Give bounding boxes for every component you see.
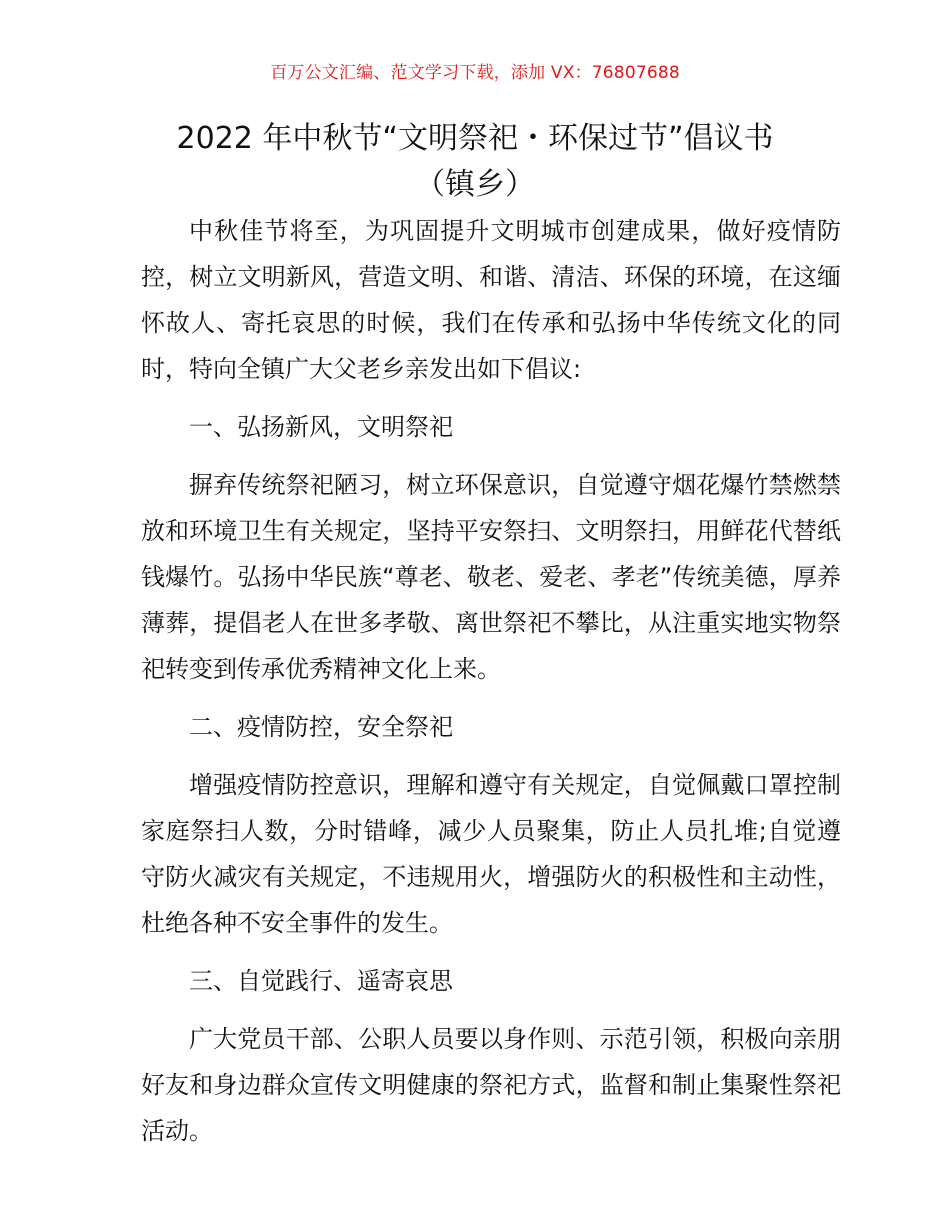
header-banner: 百万公文汇编、范文学习下载，添加 VX：76807688 [270,63,680,83]
section-heading-3: 三、自觉践行、遥寄哀思 [189,967,453,995]
intro-paragraph: 中秋佳节将至，为巩固提升文明城市创建成果，做好疫情防控，树立文明新风，营造文明、和谐、清洁、环保的环境，在这缅怀故人、寄托哀思的时候，我们在传承和弘扬中华传统文化的同时，特向全镇广大父老乡亲发出如下倡议: [141,217,841,383]
document-title [100,116,850,208]
section-body-1: 摒弃传统祭祀陋习，树立环保意识，自觉遵守烟花爆竹禁燃禁放和环境卫生有关规定，坚持平安祭扫、文明祭扫，用鲜花代替纸钱爆竹。弘扬中华民族“尊老、敬老、爱老、孝老”传统美德，厚养薄葬，提倡老人在世多孝敬、离世祭祀不攀比，从注重实地实物祭祀转变到传承优秀精神文化上来。 [141,471,841,683]
document-body [141,208,841,1166]
section-heading-2: 二、疫情防控，安全祭祀 [189,713,453,741]
section-heading-1: 一、弘扬新风，文明祭祀 [189,413,453,441]
section-body-2: 增强疫情防控意识，理解和遵守有关规定，自觉佩戴口罩控制家庭祭扫人数，分时错峰，减少人员聚集，防止人员扎堆;自觉遵守防火减灾有关规定，不违规用火，增强防火的积极性和主动性，杜绝各种不安全事件的发生。 [141,771,841,937]
title-line-2: （镇乡） [415,167,535,202]
title-line-1: 2022 年中秋节“文明祭祀・环保过节”倡议书 [176,121,774,156]
section-body-3: 广大党员干部、公职人员要以身作则、示范引领，积极向亲朋好友和身边群众宣传文明健康的祭祀方式，监督和制止集聚性祭祀活动。 [141,1025,841,1145]
